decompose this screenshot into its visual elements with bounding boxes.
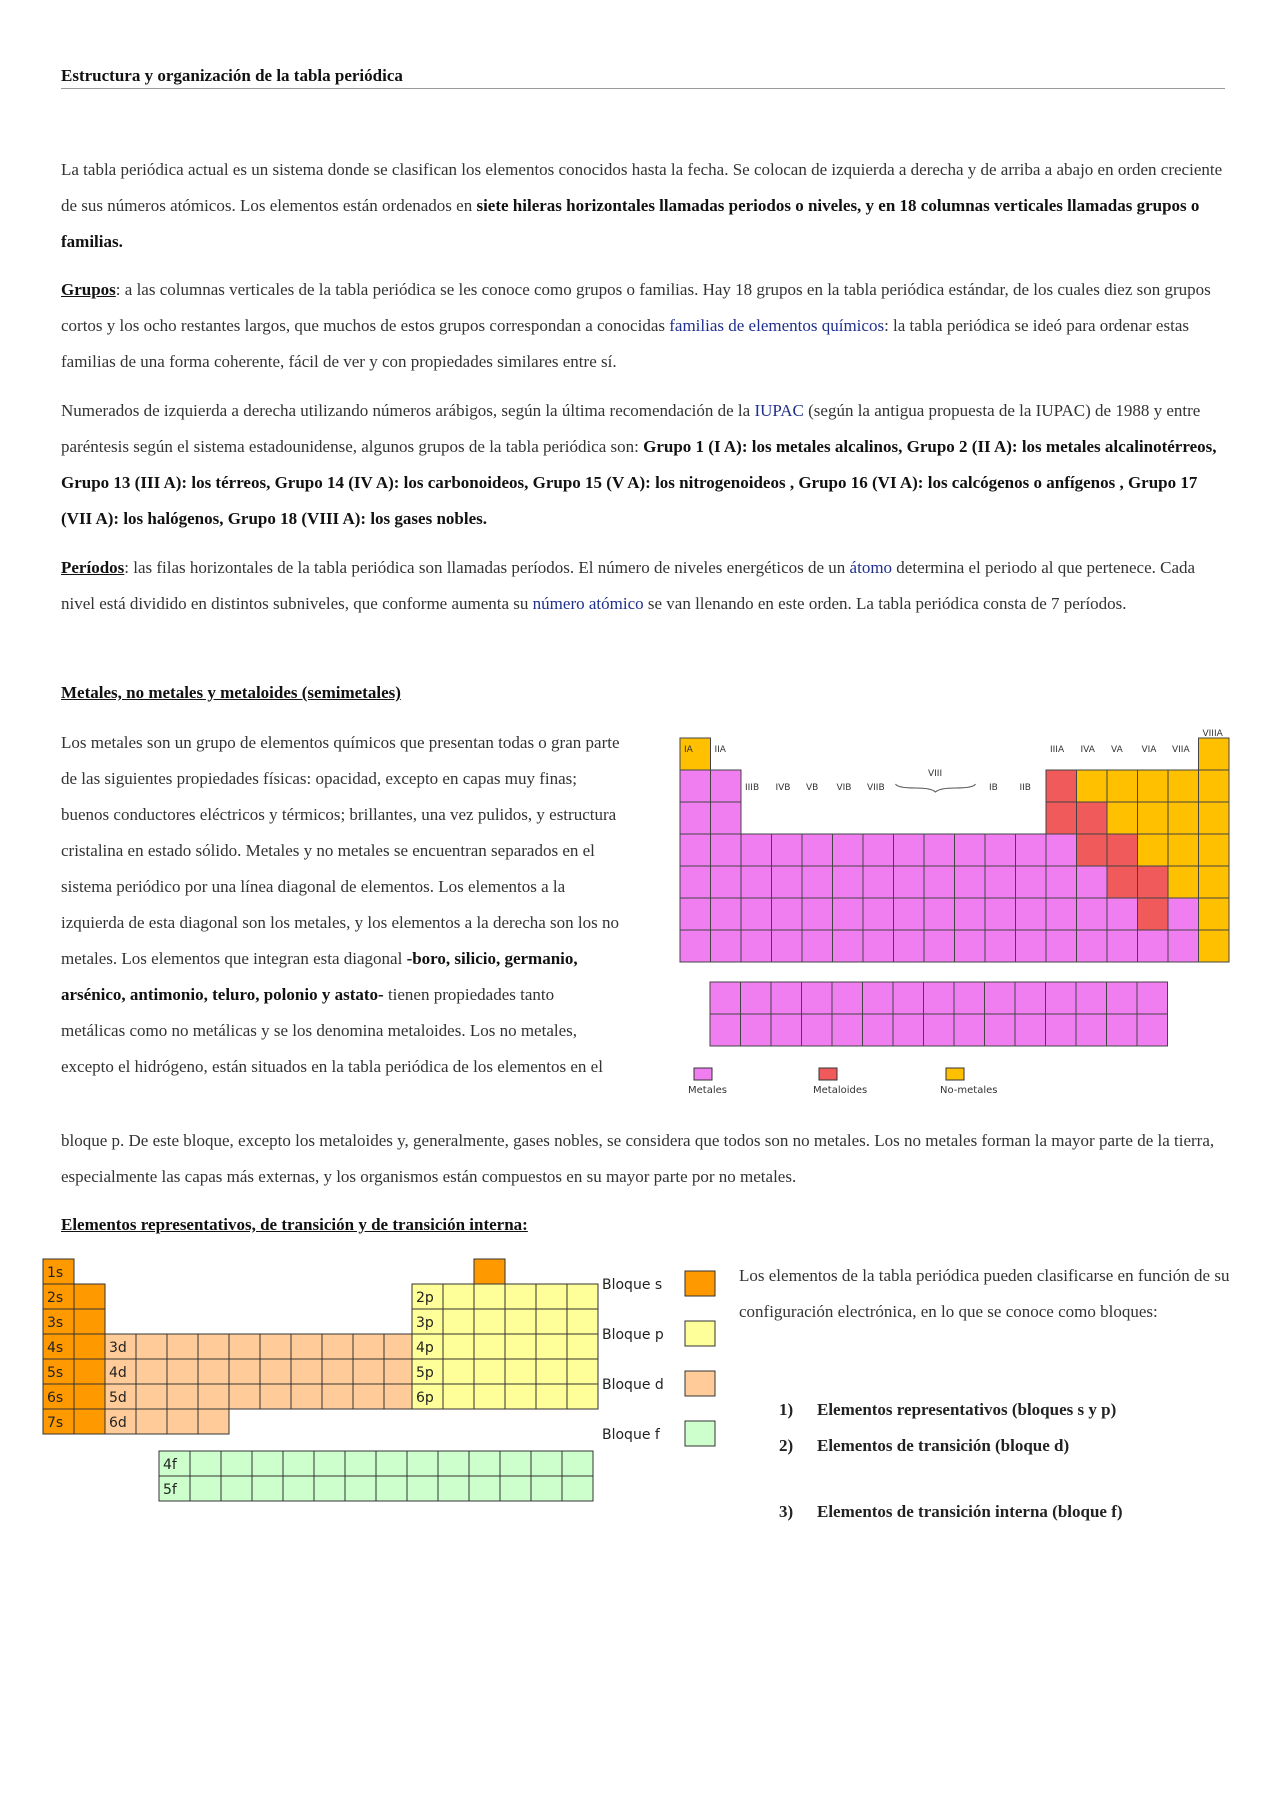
f-element-cell (802, 1014, 833, 1046)
f-element-cell (741, 982, 772, 1014)
p-block-cell (474, 1309, 505, 1334)
d-block-cell (136, 1384, 167, 1409)
grupos-paragraph (61, 272, 1225, 380)
f-element-cell (771, 1014, 802, 1046)
list-item (779, 1436, 1069, 1456)
f-element-cell (954, 1014, 985, 1046)
f-element-cell (710, 982, 741, 1014)
p-block-cell (443, 1334, 474, 1359)
element-cell (833, 866, 864, 898)
p-block-cell (443, 1284, 474, 1309)
grupos-text-2: : la tabla periódica se ideó para ordenar estas familias de una forma coherente, fácil de ver y con propiedades similares entre sí. (61, 316, 1189, 371)
element-cell (955, 834, 986, 866)
element-cell (894, 898, 925, 930)
group-label: VIIB (867, 783, 885, 793)
f-element-cell (893, 982, 924, 1014)
p-block-cell (474, 1384, 505, 1409)
f-block-cell (438, 1476, 469, 1501)
element-cell (772, 866, 803, 898)
d-block-label: 6d (109, 1415, 127, 1431)
f-element-cell (985, 982, 1016, 1014)
f-block-cell (531, 1476, 562, 1501)
f-element-cell (1076, 1014, 1107, 1046)
f-element-cell (954, 982, 985, 1014)
element-cell (1138, 898, 1169, 930)
element-cell (711, 866, 742, 898)
group-label: IIA (714, 745, 726, 755)
d-block-cell (384, 1359, 415, 1384)
group-label: VIA (1141, 745, 1157, 755)
d-block-cell (353, 1359, 384, 1384)
s-block-cell (74, 1284, 105, 1309)
element-cell (1107, 770, 1138, 802)
f-element-cell (1015, 982, 1046, 1014)
p-block-cell (536, 1309, 567, 1334)
element-cell (1016, 866, 1047, 898)
element-cell (924, 898, 955, 930)
metales-text-2: tienen propiedades tanto metálicas como no metálicas y se los denomina metaloides. Los no metales, excepto el hidrógeno, están situados en la tabla periódica de los elementos en el (61, 985, 603, 1076)
element-cell (802, 866, 833, 898)
element-cell (955, 898, 986, 930)
iupac-link[interactable]: IUPAC (754, 401, 804, 420)
list-number: 1) (779, 1400, 794, 1419)
element-cell (680, 930, 711, 962)
d-block-cell (291, 1359, 322, 1384)
group-label: VA (1111, 745, 1123, 755)
d-block-cell (198, 1334, 229, 1359)
f-element-cell (1015, 1014, 1046, 1046)
p-block-cell (443, 1309, 474, 1334)
f-block-cell (469, 1451, 500, 1476)
legend-label: Metales (688, 1085, 727, 1096)
element-cell (711, 834, 742, 866)
f-block-cell (376, 1476, 407, 1501)
element-cell (1199, 930, 1230, 962)
bloque-legend-swatch (685, 1321, 715, 1346)
metales-heading: Metales, no metales y metaloides (semimetales) (61, 683, 401, 702)
element-cell (1046, 898, 1077, 930)
f-block-cell (562, 1451, 593, 1476)
element-cell (833, 930, 864, 962)
element-cell (1138, 834, 1169, 866)
element-cell (1077, 770, 1108, 802)
legend-label: No-metales (940, 1085, 998, 1096)
d-block-cell (198, 1384, 229, 1409)
p-block-cell (474, 1334, 505, 1359)
element-cell (1168, 834, 1199, 866)
element-cell (894, 834, 925, 866)
f-block-cell (562, 1476, 593, 1501)
s-block-cell (74, 1334, 105, 1359)
p-block-cell (536, 1359, 567, 1384)
page-title: Estructura y organización de la tabla periódica (61, 66, 1225, 89)
d-block-label: 5d (109, 1390, 127, 1406)
group-label: VIIA (1172, 745, 1190, 755)
list-item (779, 1400, 1116, 1420)
bloque-legend-swatch (685, 1371, 715, 1396)
element-cell (985, 866, 1016, 898)
d-block-cell (198, 1409, 229, 1434)
d-block-label: 4d (109, 1365, 127, 1381)
f-block-label: 5f (163, 1482, 177, 1498)
element-cell (1107, 802, 1138, 834)
element-cell (1046, 930, 1077, 962)
intro-text: La tabla periódica actual es un sistema donde se clasifican los elementos conocidos hasta la fecha. Se colocan de izquierda a derecha y de arriba a abajo en orden creciente de sus números atómicos. Los elementos están ordenados en (61, 160, 1223, 215)
group-label: VIIIA (1202, 729, 1223, 739)
p-block-cell (505, 1284, 536, 1309)
f-element-cell (1107, 1014, 1138, 1046)
d-block-cell (229, 1384, 260, 1409)
f-element-cell (1137, 982, 1168, 1014)
element-cell (1168, 930, 1199, 962)
element-cell (1199, 898, 1230, 930)
s-block-label: 4s (47, 1340, 64, 1356)
f-block-cell (252, 1476, 283, 1501)
f-element-cell (1107, 982, 1138, 1014)
element-cell (1168, 898, 1199, 930)
s-block-label: 3s (47, 1315, 64, 1331)
f-element-cell (771, 982, 802, 1014)
p-block-cell (567, 1309, 598, 1334)
d-block-cell (136, 1359, 167, 1384)
element-cell (1138, 770, 1169, 802)
group-label: IIIB (745, 783, 760, 793)
element-cell (1107, 866, 1138, 898)
grupos-text: : a las columnas verticales de la tabla periódica se les conoce como grupos o familias. Hay 18 grupos en la tabla periódica estándar, de los cuales diez son grupos cortos y los ocho restantes largos, que muchos de estos grupos correspondan a conocidas (61, 280, 1211, 335)
legend-swatch (694, 1068, 712, 1080)
element-cell (741, 866, 772, 898)
element-cell (924, 930, 955, 962)
bloque-legend-swatch (685, 1421, 715, 1446)
element-cell (1168, 770, 1199, 802)
d-block-cell (353, 1384, 384, 1409)
list-label: Elementos de transición (bloque d) (817, 1436, 1070, 1455)
periodic-table-metals-image (676, 728, 1236, 1098)
element-cell (1077, 802, 1108, 834)
bloque-legend-label: Bloque p (602, 1327, 664, 1343)
p-block-cell (567, 1284, 598, 1309)
element-cell (1199, 866, 1230, 898)
f-element-cell (710, 1014, 741, 1046)
f-element-cell (741, 1014, 772, 1046)
f-element-cell (1076, 982, 1107, 1014)
f-block-label: 4f (163, 1457, 177, 1473)
element-cell (1016, 898, 1047, 930)
group-label: VIII (928, 769, 943, 779)
f-element-cell (1137, 1014, 1168, 1046)
f-element-cell (1046, 982, 1077, 1014)
element-cell (1016, 834, 1047, 866)
bloques-heading: Elementos representativos, de transición y de transición interna: (61, 1215, 528, 1234)
f-element-cell (863, 1014, 894, 1046)
f-block-cell (283, 1476, 314, 1501)
helium-cell (474, 1259, 505, 1284)
element-cell (894, 866, 925, 898)
f-element-cell (802, 982, 833, 1014)
list-label: Elementos representativos (bloques s y p) (817, 1400, 1117, 1419)
d-block-cell (136, 1334, 167, 1359)
element-cell (680, 866, 711, 898)
numerados-text: Numerados de izquierda a derecha utilizando números arábigos, según la última recomendación de la (61, 401, 755, 420)
d-block-cell (291, 1384, 322, 1409)
s-block-label: 7s (47, 1415, 64, 1431)
element-cell (1199, 738, 1230, 770)
element-cell (924, 834, 955, 866)
group-label: IB (989, 783, 998, 793)
element-cell (741, 930, 772, 962)
element-cell (711, 802, 742, 834)
p-block-cell (536, 1334, 567, 1359)
s-block-label: 6s (47, 1390, 64, 1406)
grupos-label: Grupos (61, 280, 116, 299)
element-cell (802, 930, 833, 962)
p-block-cell (505, 1359, 536, 1384)
element-cell (1107, 834, 1138, 866)
f-block-cell (314, 1476, 345, 1501)
bloques-paragraph: Los elementos de la tabla periódica pueden clasificarse en función de su configuración electrónica, en lo que se conoce como bloques: (739, 1266, 1230, 1321)
p-block-cell (443, 1359, 474, 1384)
bloque-legend-label: Bloque s (602, 1277, 663, 1293)
element-cell (985, 898, 1016, 930)
f-block-cell (376, 1451, 407, 1476)
p-block-cell (567, 1384, 598, 1409)
element-cell (1077, 930, 1108, 962)
f-block-cell (190, 1476, 221, 1501)
s-block-label: 1s (47, 1265, 64, 1281)
element-cell (1016, 930, 1047, 962)
d-block-cell (167, 1359, 198, 1384)
f-block-cell (252, 1451, 283, 1476)
d-block-cell (198, 1359, 229, 1384)
s-block-label: 2s (47, 1290, 64, 1306)
numerados-text-2: (según la antigua propuesta de la IUPAC) de 1988 y entre paréntesis según el sistema estadounidense, algunos grupos de la tabla periódica son: (61, 401, 1201, 456)
element-cell (924, 866, 955, 898)
metaloides-bold: -boro, silicio, germanio, arsénico, antimonio, teluro, polonio y astato- (61, 949, 578, 1004)
f-block-cell (345, 1451, 376, 1476)
d-block-cell (322, 1359, 353, 1384)
group-label: IVB (775, 783, 791, 793)
legend-swatch (819, 1068, 837, 1080)
s-block-cell (74, 1384, 105, 1409)
f-block-cell (438, 1451, 469, 1476)
element-cell (1107, 898, 1138, 930)
element-cell (863, 834, 894, 866)
f-element-cell (832, 982, 863, 1014)
d-block-cell (384, 1384, 415, 1409)
element-cell (863, 930, 894, 962)
element-cell (1046, 866, 1077, 898)
p-block-label: 3p (416, 1315, 434, 1331)
d-block-cell (167, 1334, 198, 1359)
periodos-paragraph (61, 550, 1225, 622)
list-number: 2) (779, 1436, 794, 1455)
intro-paragraph (61, 152, 1225, 260)
p-block-label: 2p (416, 1290, 434, 1306)
element-cell (1107, 930, 1138, 962)
group-label: VIB (836, 783, 852, 793)
list-item (779, 1502, 1123, 1522)
element-cell (711, 770, 742, 802)
periodos-label: Períodos (61, 558, 125, 577)
metales-text: Los metales son un grupo de elementos químicos que presentan todas o gran parte de las siguientes propiedades físicas: opacidad, excepto en capas muy finas; buenos conductores eléctricos y térmicos; brillantes, una vez pulidos, y estructura cristalina en estado sólido. Metales y no metales se encuentran separados en el sistema periódico por una línea diagonal de elementos. Los elementos a la izquierda de esta diagonal son los metales, y los elementos a la derecha son los no metales. Los elementos que integran esta diagonal (61, 733, 620, 968)
element-cell (680, 898, 711, 930)
s-block-cell (74, 1309, 105, 1334)
element-cell (741, 834, 772, 866)
d-block-cell (136, 1409, 167, 1434)
f-block-cell (283, 1451, 314, 1476)
f-element-cell (1046, 1014, 1077, 1046)
f-block-cell (469, 1476, 500, 1501)
list-number: 3) (779, 1502, 794, 1521)
element-cell (772, 898, 803, 930)
element-cell (741, 898, 772, 930)
periodos-text: : las filas horizontales de la tabla periódica son llamadas períodos. El número de niveles energéticos de un (124, 558, 850, 577)
element-cell (1138, 802, 1169, 834)
group-label: VB (806, 783, 819, 793)
d-block-cell (260, 1359, 291, 1384)
p-block-label: 5p (416, 1365, 434, 1381)
element-cell (955, 866, 986, 898)
p-block-label: 4p (416, 1340, 434, 1356)
element-cell (772, 834, 803, 866)
d-block-cell (291, 1334, 322, 1359)
element-cell (1077, 866, 1108, 898)
bloque-legend-label: Bloque d (602, 1377, 664, 1393)
element-cell (1077, 834, 1108, 866)
element-cell (711, 898, 742, 930)
element-cell (1046, 770, 1077, 802)
element-cell (1046, 834, 1077, 866)
p-block-cell (567, 1334, 598, 1359)
f-block-cell (221, 1451, 252, 1476)
intro-bold: siete hileras horizontales llamadas periodos o niveles, y en 18 columnas verticales llamadas grupos o familias. (61, 196, 1200, 251)
element-cell (772, 930, 803, 962)
element-cell (1199, 770, 1230, 802)
f-block-cell (314, 1451, 345, 1476)
d-block-cell (260, 1334, 291, 1359)
f-block-cell (190, 1451, 221, 1476)
element-cell (680, 834, 711, 866)
element-cell (1168, 802, 1199, 834)
s-block-cell (74, 1359, 105, 1384)
element-cell (1199, 802, 1230, 834)
periodos-text-3: se van llenando en este orden. La tabla periódica consta de 7 períodos. (643, 594, 1127, 613)
element-cell (985, 834, 1016, 866)
d-block-cell (322, 1334, 353, 1359)
numerados-bold: Grupo 1 (I A): los metales alcalinos, Grupo 2 (II A): los metales alcalinotérreos, Grupo 13 (III A): los térreos, Grupo 14 (IV A): los carbonoideos, Grupo 15 (V A): los nitrogenoideos , Grupo 16 (VI A): los calcógenos o anfígenos , Grupo 17 (VII A): los halógenos, Grupo 18 (VIII A): los gases nobles. (61, 437, 1217, 528)
f-element-cell (863, 982, 894, 1014)
d-block-label: 3d (109, 1340, 127, 1356)
element-cell (894, 930, 925, 962)
list-label: Elementos de transición interna (bloque f) (817, 1502, 1123, 1521)
d-block-cell (229, 1359, 260, 1384)
element-cell (985, 930, 1016, 962)
element-cell (680, 802, 711, 834)
d-block-cell (167, 1409, 198, 1434)
metales-paragraph (61, 725, 621, 1085)
f-element-cell (893, 1014, 924, 1046)
element-cell (1077, 898, 1108, 930)
legend-swatch (946, 1068, 964, 1080)
element-cell (1138, 930, 1169, 962)
f-block-cell (500, 1476, 531, 1501)
element-cell (1138, 866, 1169, 898)
numero-atomico-link[interactable]: número atómico (532, 594, 644, 613)
element-cell (955, 930, 986, 962)
f-block-cell (407, 1476, 438, 1501)
s-block-label: 5s (47, 1365, 64, 1381)
group-label: IIB (1019, 783, 1031, 793)
p-block-cell (536, 1384, 567, 1409)
s-block-cell (74, 1409, 105, 1434)
p-block-cell (443, 1384, 474, 1409)
familias-link[interactable]: familias de elementos químicos (669, 316, 885, 335)
d-block-cell (384, 1334, 415, 1359)
group-label: IIIA (1050, 745, 1065, 755)
p-block-cell (474, 1284, 505, 1309)
p-block-cell (536, 1284, 567, 1309)
d-block-cell (167, 1384, 198, 1409)
bloque-legend-swatch (685, 1271, 715, 1296)
element-cell (680, 770, 711, 802)
numerados-paragraph (61, 393, 1225, 537)
f-block-cell (500, 1451, 531, 1476)
f-block-cell (531, 1451, 562, 1476)
periodic-table-blocks-image (40, 1254, 730, 1514)
element-cell (1046, 802, 1077, 834)
element-cell (802, 898, 833, 930)
element-cell (863, 866, 894, 898)
element-cell (833, 898, 864, 930)
f-block-cell (407, 1451, 438, 1476)
periodos-text-2: determina el periodo al que pertenece. Cada nivel está dividido en distintos subniveles, que conforme aumenta su (61, 558, 1196, 613)
p-block-cell (505, 1309, 536, 1334)
d-block-cell (229, 1334, 260, 1359)
p-block-cell (474, 1359, 505, 1384)
p-block-cell (567, 1359, 598, 1384)
element-cell (802, 834, 833, 866)
element-cell (1168, 866, 1199, 898)
element-cell (1199, 834, 1230, 866)
element-cell (833, 834, 864, 866)
d-block-cell (260, 1384, 291, 1409)
element-cell (711, 930, 742, 962)
p-block-cell (505, 1334, 536, 1359)
bloque-legend-label: Bloque f (602, 1427, 660, 1443)
f-element-cell (924, 1014, 955, 1046)
p-block-label: 6p (416, 1390, 434, 1406)
d-block-cell (353, 1334, 384, 1359)
f-block-cell (345, 1476, 376, 1501)
metales-paragraph-cont: bloque p. De este bloque, excepto los metaloides y, generalmente, gases nobles, se considera que todos son no metales. Los no metales forman la mayor parte de la tierra, especialmente las capas más externas, y los organismos están compuestos en su mayor parte por no metales. (61, 1131, 1215, 1186)
group-label: IA (684, 745, 693, 755)
viii-bracket (896, 784, 976, 792)
f-block-cell (221, 1476, 252, 1501)
atomo-link[interactable]: átomo (849, 558, 893, 577)
f-element-cell (985, 1014, 1016, 1046)
element-cell (863, 898, 894, 930)
group-label: IVA (1080, 745, 1095, 755)
f-element-cell (832, 1014, 863, 1046)
legend-label: Metaloides (813, 1085, 868, 1096)
p-block-cell (505, 1384, 536, 1409)
d-block-cell (322, 1384, 353, 1409)
f-element-cell (924, 982, 955, 1014)
